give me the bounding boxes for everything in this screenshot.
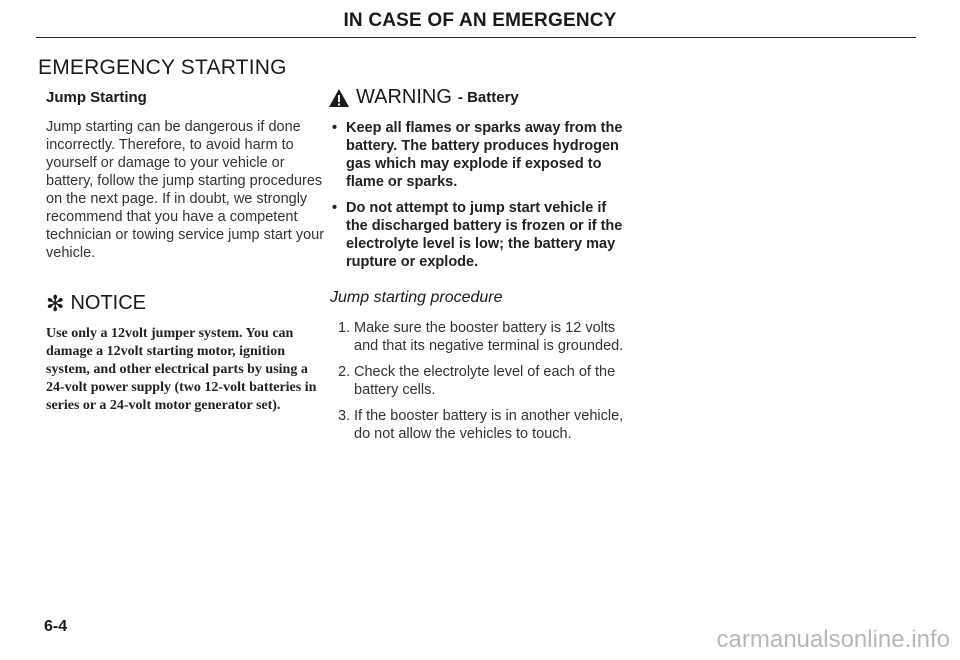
step-text: Check the electrolyte level of each of the battery cells.	[354, 364, 616, 398]
notice-heading	[46, 292, 328, 315]
step-text: Make sure the booster battery is 12 volts and that its negative terminal is grounded.	[354, 320, 624, 354]
intro-paragraph: Jump starting can be dangerous if done incorrectly. Therefore, to avoid harm to yourself or damage to your vehicle or battery, follow the jump starting procedures on the next page. If in doubt, we strongly recommend that you have a competent technician or towing service jump start your vehicle.	[46, 119, 325, 261]
asterisk-icon: ✻	[46, 290, 65, 316]
warning-triangle-icon	[328, 88, 350, 108]
watermark: carmanualsonline.info	[716, 626, 950, 653]
procedure-step	[328, 363, 628, 399]
step-number: 2.	[338, 364, 351, 380]
step-number: 3.	[338, 408, 351, 424]
notice-title: NOTICE	[70, 292, 146, 314]
page-header: IN CASE OF AN EMERGENCY	[343, 10, 617, 31]
notice-paragraph: Use only a 12volt jumper system. You can damage a 12volt starting motor, ignition system, and other electrical parts by using a 24-volt power supply (two 12-volt batteries in series or a 24-volt motor generator set).	[46, 326, 317, 413]
warning-title: WARNING	[356, 86, 452, 108]
step-text: If the booster battery is in another vehicle, do not allow the vehicles to touch.	[354, 408, 624, 442]
procedure-title: Jump starting procedure	[330, 289, 503, 306]
warning-item: • Do not attempt to jump start vehicle if the discharged battery is frozen or if the electrolyte level is low; the battery may rupture or explode.	[328, 199, 628, 271]
left-column	[38, 56, 328, 415]
right-column	[328, 86, 628, 451]
header-divider	[36, 37, 916, 38]
sub-title: Jump Starting	[46, 89, 147, 106]
procedure-step	[328, 407, 628, 443]
warning-subtitle: - Battery	[457, 89, 519, 106]
warning-list	[328, 119, 628, 271]
section-title: EMERGENCY STARTING	[38, 56, 287, 79]
warning-heading	[328, 86, 628, 109]
step-number: 1.	[338, 320, 351, 336]
warning-item: • Keep all flames or sparks away from the battery. The battery produces hydrogen gas which may explode if exposed to flame or sparks.	[328, 119, 628, 191]
page-number: 6-4	[44, 618, 68, 635]
procedure-step	[328, 319, 628, 355]
procedure-steps	[328, 319, 628, 443]
